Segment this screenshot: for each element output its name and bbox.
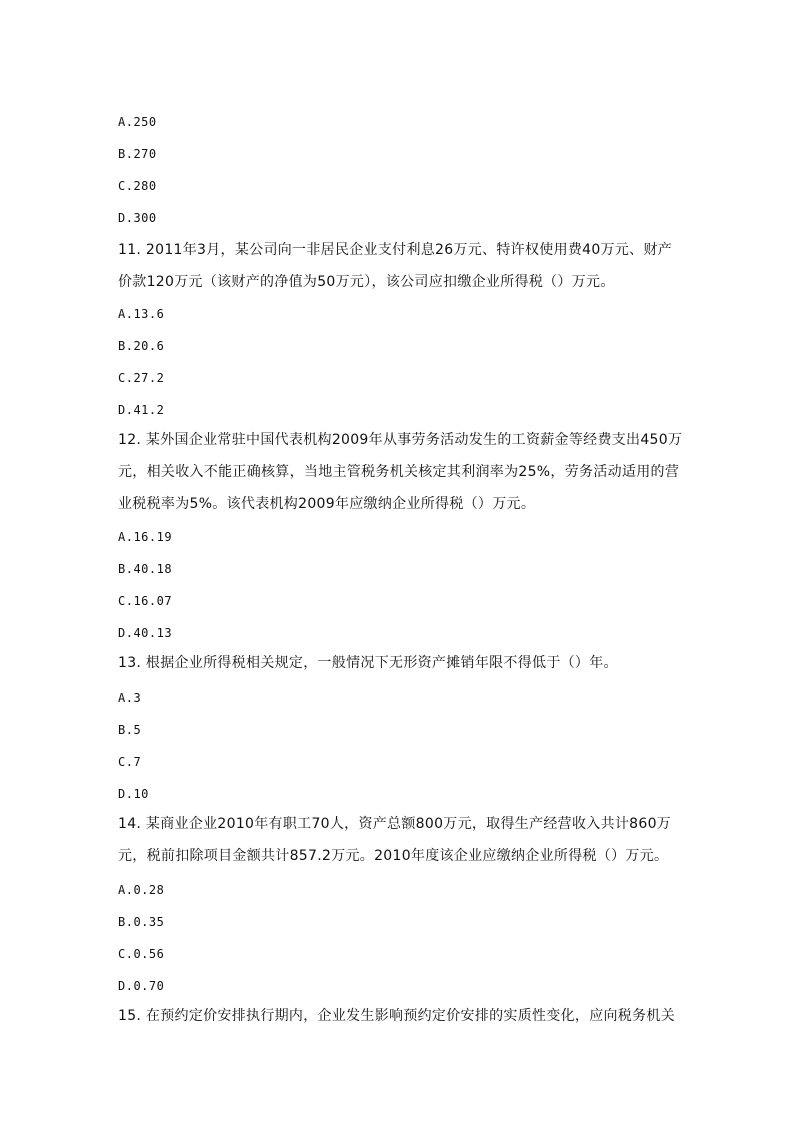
question-12-line-3: 业税税率为5%。该代表机构2009年应缴纳企业所得税（）万元。: [118, 496, 536, 512]
option-d: D.41.2: [118, 403, 165, 417]
option-a: A.16.19: [118, 530, 173, 544]
question-11-line-2: 价款120万元（该财产的净值为50万元），该公司应扣缴企业所得税（）万元。: [118, 274, 615, 290]
question-11-line-1: 11. 2011年3月，某公司向一非居民企业支付利息26万元、特许权使用费40万元、财产: [118, 242, 673, 258]
option-a: A.0.28: [118, 883, 165, 897]
option-b: B.5: [118, 723, 142, 737]
option-c: C.27.2: [118, 371, 165, 385]
option-b: B.40.18: [118, 562, 173, 576]
option-b: B.20.6: [118, 339, 165, 353]
option-b: B.0.35: [118, 915, 165, 929]
option-d: D.40.13: [118, 626, 173, 640]
option-c: C.16.07: [118, 594, 173, 608]
question-14-line-2: 元，税前扣除项目金额共计857.2万元。2010年度该企业应缴纳企业所得税（）万元。: [118, 848, 669, 864]
question-13: 13. 根据企业所得税相关规定，一般情况下无形资产摊销年限不得低于（）年。: [118, 655, 618, 671]
option-c: C.7: [118, 755, 142, 769]
option-c: C.280: [118, 179, 157, 193]
option-a: A.3: [118, 691, 142, 705]
option-d: D.300: [118, 211, 157, 225]
question-15-line-1: 15. 在预约定价安排执行期内，企业发生影响预约定价安排的实质性变化，应向税务机关: [118, 1008, 676, 1024]
option-d: D.10: [118, 787, 149, 801]
option-a: A.250: [118, 115, 157, 129]
question-12-line-2: 元，相关收入不能正确核算，当地主管税务机关核定其利润率为25%，劳务活动适用的营: [118, 464, 680, 480]
question-14-line-1: 14. 某商业企业2010年有职工70人，资产总额800万元，取得生产经营收入共计860万: [118, 816, 672, 832]
option-b: B.270: [118, 147, 157, 161]
option-c: C.0.56: [118, 947, 165, 961]
option-a: A.13.6: [118, 307, 165, 321]
option-d: D.0.70: [118, 979, 165, 993]
question-12-line-1: 12. 某外国企业常驻中国代表机构2009年从事劳务活动发生的工资薪金等经费支出450万: [118, 432, 683, 448]
